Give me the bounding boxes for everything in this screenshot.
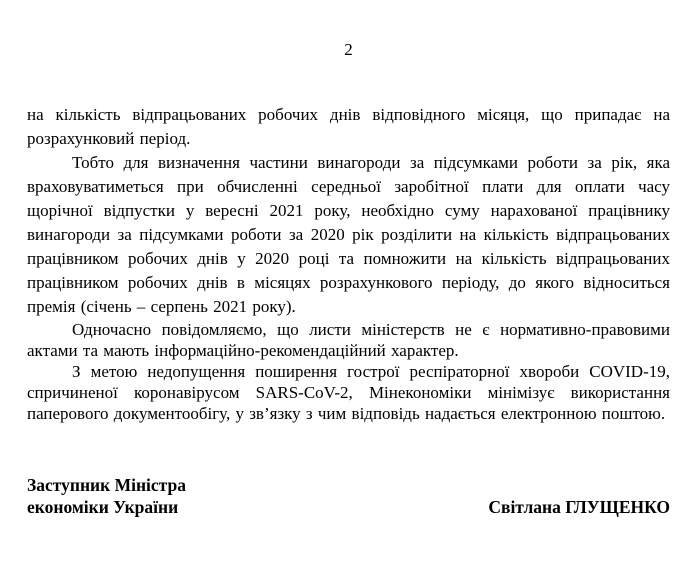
body-paragraph-continuation: на кількість відпрацьованих робочих днів відповідного місяця, що припадає на розрахунковий період. [27,105,670,148]
body-paragraph-disclaimer: Одночасно повідомляємо, що листи міністерств не є нормативно-правовими актами та мають інформаційно-рекомендаційний характер. [27,320,670,360]
body-paragraph-calculation: Тобто для визначення частини винагороди за підсумками роботи за рік, яка враховуватиметься при обчисленні середньої заробітної плати для оплати часу щорічної відпустки у вересні 2021 року, необхідно суму нарахованої працівнику винагороди за підсумками роботи за 2020 рік розділити на кількість відпрацьованих працівником робочих днів у 2020 році та помножити на кількість відпрацьованих працівником робочих днів в місяцях розрахункового періоду, до якого відноситься премія (січень – серпень 2021 року). [27,153,670,316]
signature-block [27,474,670,518]
signatory-title-line1: Заступник Міністра [27,475,186,495]
document-body [27,103,670,424]
signatory-name: Світлана ГЛУЩЕНКО [488,497,670,517]
signatory-title [27,474,186,518]
body-paragraph-covid-notice: З метою недопущення поширення гострої респіраторної хвороби COVID-19, спричиненої коронавірусом SARS-CoV-2, Мінекономіки мінімізує використання паперового документообігу, у зв’язку з чим відповідь надається електронною поштою. [27,362,670,423]
signatory-title-line2: економіки України [27,497,179,517]
page-number: 2 [344,40,353,59]
